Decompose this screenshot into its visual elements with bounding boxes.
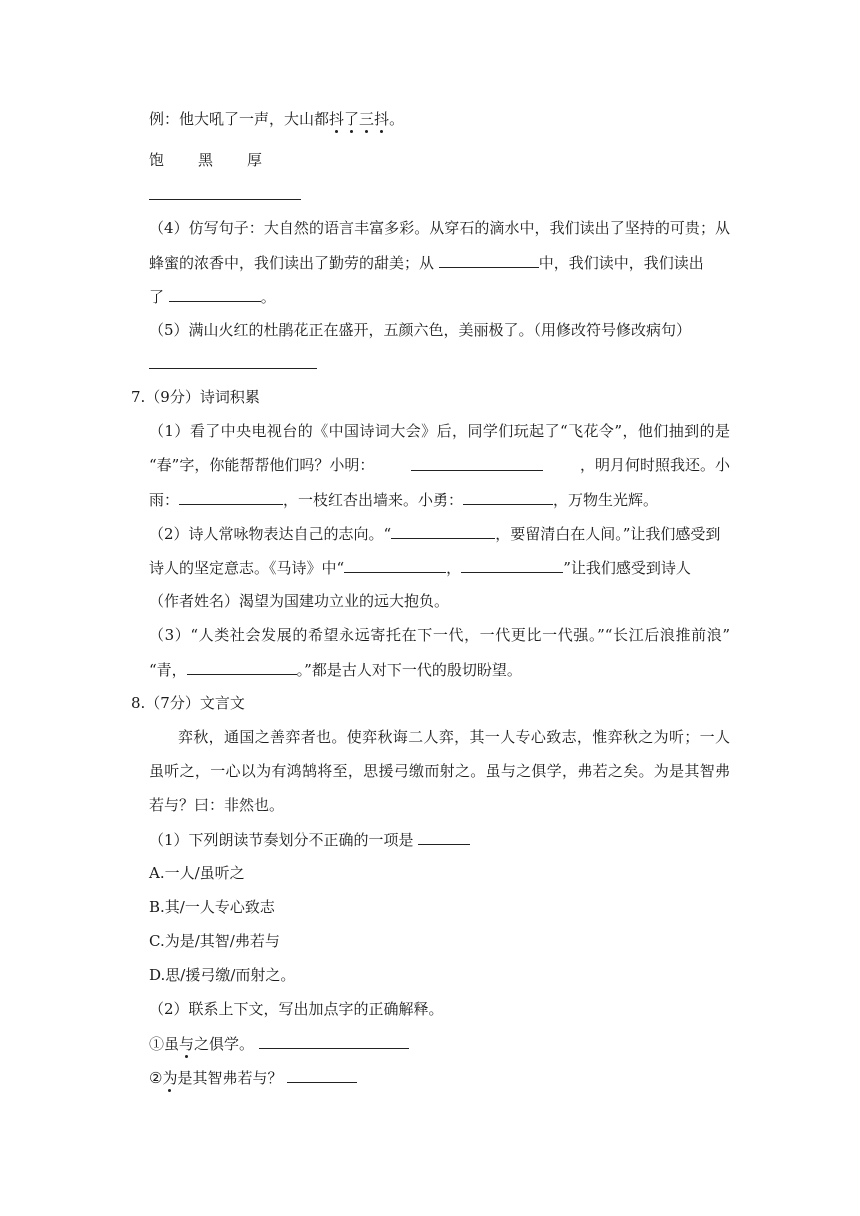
- answer-blank[interactable]: [259, 1033, 409, 1049]
- q7-s1-line3: 雨： ，一枝红杏出墙来。小勇： ，万物生光辉。: [149, 491, 659, 509]
- q7-s3-line2: “青， 。”都是古人对下一代的殷切盼望。: [149, 661, 522, 679]
- answer-blank[interactable]: [187, 659, 297, 675]
- q8-item1: ①虽与之俱学。: [149, 1033, 409, 1054]
- q6-s4-line2: 蜂蜜的浓香中，我们读出了勤劳的甜美；从 中，我们读中，我们读出: [149, 254, 704, 272]
- example-sentence: 例：他大吼了一声，大山都抖了三抖。: [149, 110, 405, 128]
- option-b: B.其/一人专心致志: [149, 898, 275, 916]
- word: 黑: [198, 151, 214, 169]
- q8-s1: （1）下列朗读节奏划分不正确的一项是: [149, 829, 470, 850]
- q6-s5: （5）满山火红的杜鹃花正在盛开，五颜六色，美丽极了。（用修改符号修改病句）: [149, 321, 692, 339]
- answer-blank[interactable]: [439, 252, 539, 268]
- passage-line: 弈秋，通国之善弈者也。使弈秋诲二人弈，其一人专心致志，惟弈秋之为听；一人: [178, 728, 730, 746]
- word: 饱: [149, 151, 165, 169]
- q7-s1-line1: （1）看了中央电视台的《中国诗词大会》后，同学们玩起了“飞花令”，他们抽到的是: [149, 422, 730, 440]
- dotted-char: 了: [344, 110, 360, 128]
- q7-s2-line1: （2）诗人常咏物表达自己的志向。“ ，要留清白在人间。”让我们感受到: [149, 525, 721, 543]
- answer-blank[interactable]: [391, 523, 495, 539]
- q6-s4-line1: （4）仿写句子：大自然的语言丰富多彩。从穿石的滴水中，我们读出了坚持的可贵；从: [149, 219, 730, 237]
- q7-s3-line1: （3）“人类社会发展的希望永远寄托在下一代，一代更比一代强。”“长江后浪推前浪”: [149, 626, 730, 644]
- dotted-char: 为: [162, 1069, 178, 1087]
- q7-s1-line2: “春”字，你能帮帮他们吗？小明： ，明月何时照我还。小: [149, 456, 730, 474]
- q6-s4-line3: 了 。: [149, 288, 276, 306]
- q8-s2: （2）联系上下文，写出加点字的正确解释。: [149, 1000, 444, 1018]
- answer-blank[interactable]: [411, 455, 543, 471]
- dotted-char: 抖: [374, 110, 390, 128]
- option-d: D.思/援弓缴/而射之。: [149, 966, 296, 984]
- word: 厚: [247, 151, 263, 169]
- passage-line: 若与？曰：非然也。: [149, 796, 285, 814]
- q7-s2-line2: 诗人的坚定意志。《马诗》中“ ， ”让我们感受到诗人: [149, 559, 691, 577]
- answer-blank[interactable]: [179, 489, 283, 505]
- answer-blank[interactable]: [461, 557, 563, 573]
- passage-line: 虽听之，一心以为有鸿鹄将至，思援弓缴而射之。虽与之俱学，弗若之矣。为是其智弗: [149, 762, 730, 780]
- dotted-char: 抖: [329, 110, 345, 128]
- dotted-char: 与: [179, 1035, 195, 1053]
- q8-title: 8.（7分）文言文: [131, 694, 245, 712]
- q7-title: 7.（9分）诗词积累: [131, 388, 260, 406]
- answer-line[interactable]: [149, 199, 301, 200]
- answer-blank[interactable]: [287, 1067, 357, 1083]
- answer-blank[interactable]: [344, 557, 446, 573]
- option-c: C.为是/其智/弗若与: [149, 932, 280, 950]
- q7-s2-line3: （作者姓名）渴望为国建功立业的远大抱负。: [149, 592, 450, 610]
- answer-blank[interactable]: [463, 489, 553, 505]
- option-a: A.一人/虽听之: [149, 864, 245, 882]
- answer-blank[interactable]: [169, 286, 261, 302]
- word-list: [149, 150, 262, 170]
- q8-item2: ②为是其智弗若与？: [149, 1067, 357, 1088]
- dotted-char: 三: [359, 110, 375, 128]
- answer-blank[interactable]: [418, 829, 470, 845]
- answer-line[interactable]: [149, 368, 317, 369]
